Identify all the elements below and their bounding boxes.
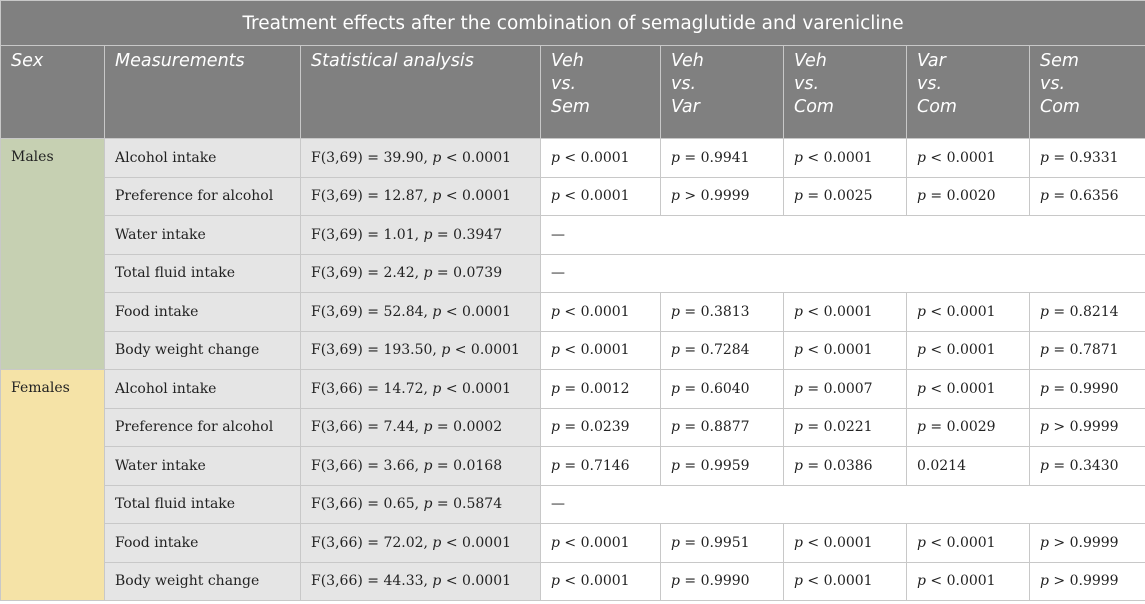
p-symbol: p	[917, 149, 926, 166]
header-line: Var	[917, 51, 946, 71]
f-statistic: F(3,66) = 3.66,	[311, 457, 424, 474]
header-line: Veh	[794, 51, 827, 71]
p-symbol: p	[671, 573, 680, 590]
p-value-text: < 0.0001	[925, 573, 996, 590]
p-value-text: = 0.6356	[1048, 188, 1119, 205]
p-symbol: p	[551, 380, 560, 397]
p-value-text: > 0.9999	[1048, 419, 1119, 436]
header-line: vs.	[794, 74, 820, 94]
posthoc-p-cell	[541, 408, 661, 447]
p-value-text: < 0.0001	[925, 303, 996, 320]
title-row	[1, 1, 1145, 46]
measurement-cell: Preference for alcohol	[105, 177, 301, 216]
posthoc-p-cell	[907, 447, 1030, 486]
header-line: Veh	[551, 51, 584, 71]
p-value-text: = 0.0739	[432, 265, 503, 282]
posthoc-p-cell	[1030, 408, 1145, 447]
p-symbol: p	[432, 380, 442, 397]
table-title: Treatment effects after the combination of semaglutide and varenicline	[1, 1, 1145, 46]
table-row	[1, 254, 1145, 293]
p-symbol: p	[794, 534, 803, 551]
p-value-text: = 0.0221	[802, 419, 873, 436]
posthoc-p-cell	[661, 293, 784, 332]
measurement-cell: Water intake	[105, 216, 301, 255]
statistical-analysis-cell	[301, 331, 541, 370]
posthoc-p-cell	[541, 524, 661, 563]
posthoc-p-cell	[784, 370, 907, 409]
statistical-analysis-cell	[301, 139, 541, 178]
p-symbol: p	[1040, 342, 1049, 359]
header-line: Var	[671, 97, 700, 117]
header-veh-vs-com	[784, 46, 907, 139]
p-value-text: = 0.8877	[679, 419, 750, 436]
p-symbol: p	[551, 457, 560, 474]
posthoc-p-cell	[784, 139, 907, 178]
f-statistic: F(3,66) = 44.33,	[311, 573, 433, 590]
statistical-analysis-cell	[301, 562, 541, 601]
header-line: Statistical analysis	[311, 51, 474, 71]
p-symbol: p	[917, 534, 926, 551]
p-value-text: > 0.9999	[1048, 534, 1119, 551]
header-statistical-analysis	[301, 46, 541, 139]
table-row	[1, 293, 1145, 332]
p-symbol: p	[432, 188, 442, 205]
measurement-cell: Food intake	[105, 293, 301, 332]
p-symbol: p	[1040, 457, 1049, 474]
posthoc-p-cell	[541, 370, 661, 409]
f-statistic: F(3,66) = 72.02,	[311, 534, 433, 551]
measurement-cell: Total fluid intake	[105, 485, 301, 524]
p-value-text: < 0.0001	[559, 303, 630, 320]
header-line: Measurements	[115, 51, 245, 71]
p-symbol: p	[917, 380, 926, 397]
p-value-text: = 0.3813	[679, 303, 750, 320]
header-sex	[1, 46, 105, 139]
p-symbol: p	[794, 457, 803, 474]
sex-cell: Females	[1, 370, 105, 601]
posthoc-p-cell	[661, 562, 784, 601]
f-statistic: F(3,69) = 2.42,	[311, 265, 424, 282]
posthoc-p-cell	[661, 447, 784, 486]
p-value-text: < 0.0001	[925, 342, 996, 359]
p-symbol: p	[551, 419, 560, 436]
p-symbol: p	[794, 342, 803, 359]
posthoc-p-cell	[1030, 524, 1145, 563]
p-symbol: p	[423, 265, 433, 282]
p-value-text: < 0.0001	[441, 573, 512, 590]
table-row	[1, 562, 1145, 601]
p-symbol: p	[794, 149, 803, 166]
statistical-analysis-cell	[301, 216, 541, 255]
p-value-text: < 0.0001	[559, 342, 630, 359]
statistical-analysis-cell	[301, 254, 541, 293]
p-symbol: p	[917, 188, 926, 205]
p-symbol: p	[423, 496, 433, 513]
p-value-text: = 0.5874	[432, 496, 503, 513]
p-value-text: < 0.0001	[559, 534, 630, 551]
posthoc-p-cell	[1030, 370, 1145, 409]
f-statistic: F(3,66) = 7.44,	[311, 419, 424, 436]
posthoc-p-cell	[784, 331, 907, 370]
header-line: Sex	[11, 51, 44, 71]
p-value-text: = 0.9941	[679, 149, 750, 166]
header-line: vs.	[1040, 74, 1066, 94]
header-var-vs-com	[907, 46, 1030, 139]
header-line: Com	[794, 97, 834, 117]
header-veh-vs-sem	[541, 46, 661, 139]
p-value-text: < 0.0001	[559, 188, 630, 205]
p-value-text: = 0.9959	[679, 457, 750, 474]
header-line: vs.	[671, 74, 697, 94]
p-value-text: > 0.9999	[679, 188, 750, 205]
f-statistic: F(3,69) = 39.90,	[311, 149, 433, 166]
statistical-analysis-cell	[301, 177, 541, 216]
p-value-text: < 0.0001	[441, 380, 512, 397]
p-value-text: < 0.0001	[802, 303, 873, 320]
p-symbol: p	[432, 303, 442, 320]
header-line: Com	[1040, 97, 1080, 117]
posthoc-p-cell	[661, 177, 784, 216]
p-symbol: p	[1040, 419, 1049, 436]
p-symbol: p	[671, 149, 680, 166]
p-symbol: p	[423, 457, 433, 474]
p-symbol: p	[1040, 573, 1049, 590]
p-symbol: p	[551, 573, 560, 590]
posthoc-p-cell	[541, 293, 661, 332]
p-symbol: p	[1040, 149, 1049, 166]
p-symbol: p	[794, 303, 803, 320]
table-row	[1, 485, 1145, 524]
p-symbol: p	[671, 188, 680, 205]
p-value-text: < 0.0001	[441, 149, 512, 166]
p-value-text: = 0.9990	[679, 573, 750, 590]
p-value-text: < 0.0001	[802, 534, 873, 551]
posthoc-p-cell	[907, 408, 1030, 447]
posthoc-p-cell	[907, 562, 1030, 601]
p-symbol: p	[671, 419, 680, 436]
header-line: Sem	[551, 97, 590, 117]
posthoc-p-cell	[907, 293, 1030, 332]
p-value-text: < 0.0001	[559, 573, 630, 590]
posthoc-p-cell	[907, 370, 1030, 409]
p-symbol: p	[794, 380, 803, 397]
posthoc-p-cell	[1030, 562, 1145, 601]
p-value-text: = 0.7871	[1048, 342, 1119, 359]
p-value-text: = 0.0002	[432, 419, 503, 436]
f-statistic: F(3,66) = 14.72,	[311, 380, 433, 397]
posthoc-p-cell	[907, 524, 1030, 563]
p-value-text: = 0.7284	[679, 342, 750, 359]
table-row	[1, 447, 1145, 486]
header-line: Com	[917, 97, 957, 117]
measurement-cell: Preference for alcohol	[105, 408, 301, 447]
p-value-text: = 0.9951	[679, 534, 750, 551]
p-value-text: = 0.6040	[679, 380, 750, 397]
p-symbol: p	[432, 534, 442, 551]
p-symbol: p	[671, 303, 680, 320]
p-value-text: = 0.0007	[802, 380, 873, 397]
p-symbol: p	[551, 342, 560, 359]
table-body	[1, 139, 1145, 601]
measurement-cell: Alcohol intake	[105, 139, 301, 178]
posthoc-p-cell	[541, 447, 661, 486]
table-row	[1, 331, 1145, 370]
f-statistic: F(3,66) = 0.65,	[311, 496, 424, 513]
header-line: vs.	[551, 74, 577, 94]
p-value-text: = 0.3947	[432, 226, 503, 243]
p-symbol: p	[671, 457, 680, 474]
posthoc-p-cell	[1030, 331, 1145, 370]
measurement-cell: Food intake	[105, 524, 301, 563]
table-row	[1, 177, 1145, 216]
p-symbol: p	[432, 149, 442, 166]
statistical-analysis-cell	[301, 293, 541, 332]
posthoc-p-cell	[541, 139, 661, 178]
statistical-analysis-cell	[301, 370, 541, 409]
posthoc-p-cell	[784, 562, 907, 601]
p-symbol: p	[794, 419, 803, 436]
posthoc-p-cell	[907, 331, 1030, 370]
f-statistic: F(3,69) = 52.84,	[311, 303, 433, 320]
p-value-text: < 0.0001	[441, 303, 512, 320]
measurement-cell: Water intake	[105, 447, 301, 486]
p-symbol: p	[441, 342, 451, 359]
p-value-text: = 0.0239	[559, 419, 630, 436]
p-value-text: = 0.9990	[1048, 380, 1119, 397]
p-value-text: = 0.3430	[1048, 457, 1119, 474]
p-symbol: p	[1040, 380, 1049, 397]
measurement-cell: Total fluid intake	[105, 254, 301, 293]
posthoc-p-cell	[541, 331, 661, 370]
measurement-cell: Body weight change	[105, 562, 301, 601]
p-symbol: p	[1040, 534, 1049, 551]
p-value-text: = 0.0168	[432, 457, 503, 474]
no-posthoc-cell: —	[541, 216, 1145, 255]
p-value-text: < 0.0001	[802, 149, 873, 166]
posthoc-p-cell	[1030, 139, 1145, 178]
p-value-text: < 0.0001	[802, 342, 873, 359]
posthoc-p-cell	[541, 177, 661, 216]
p-symbol: p	[794, 573, 803, 590]
p-value-text: > 0.9999	[1048, 573, 1119, 590]
p-value-text: < 0.0001	[441, 534, 512, 551]
p-symbol: p	[551, 149, 560, 166]
p-value-text: < 0.0001	[802, 573, 873, 590]
p-symbol: p	[917, 573, 926, 590]
header-line: Sem	[1040, 51, 1079, 71]
p-value-text: = 0.7146	[559, 457, 630, 474]
table-row	[1, 370, 1145, 409]
p-symbol: p	[432, 573, 442, 590]
table-row	[1, 139, 1145, 178]
p-value-text: = 0.0012	[559, 380, 630, 397]
posthoc-p-cell	[907, 139, 1030, 178]
header-veh-vs-var	[661, 46, 784, 139]
p-symbol: p	[551, 188, 560, 205]
p-symbol: p	[917, 342, 926, 359]
p-symbol: p	[671, 534, 680, 551]
p-value-text: = 0.0025	[802, 188, 873, 205]
p-symbol: p	[423, 226, 433, 243]
header-sem-vs-com	[1030, 46, 1145, 139]
sex-cell: Males	[1, 139, 105, 370]
p-value-text: = 0.9331	[1048, 149, 1119, 166]
posthoc-p-cell	[1030, 447, 1145, 486]
value-text: 0.0214	[917, 457, 966, 474]
header-line: vs.	[917, 74, 943, 94]
posthoc-p-cell	[661, 524, 784, 563]
p-value-text: = 0.0029	[925, 419, 996, 436]
p-value-text: < 0.0001	[450, 342, 520, 359]
no-posthoc-cell: —	[541, 254, 1145, 293]
table-row	[1, 408, 1145, 447]
posthoc-p-cell	[661, 331, 784, 370]
p-value-text: = 0.0386	[802, 457, 873, 474]
f-statistic: F(3,69) = 193.50,	[311, 342, 442, 359]
measurement-cell: Body weight change	[105, 331, 301, 370]
p-symbol: p	[551, 534, 560, 551]
posthoc-p-cell	[907, 177, 1030, 216]
p-value-text: = 0.0020	[925, 188, 996, 205]
p-symbol: p	[671, 380, 680, 397]
f-statistic: F(3,69) = 1.01,	[311, 226, 424, 243]
posthoc-p-cell	[1030, 177, 1145, 216]
header-line: Veh	[671, 51, 704, 71]
p-value-text: < 0.0001	[925, 534, 996, 551]
posthoc-p-cell	[661, 139, 784, 178]
table-row	[1, 524, 1145, 563]
posthoc-p-cell	[1030, 293, 1145, 332]
p-symbol: p	[794, 188, 803, 205]
posthoc-p-cell	[784, 177, 907, 216]
posthoc-p-cell	[661, 370, 784, 409]
statistical-analysis-cell	[301, 447, 541, 486]
p-value-text: < 0.0001	[559, 149, 630, 166]
p-symbol: p	[1040, 188, 1049, 205]
p-symbol: p	[423, 419, 433, 436]
statistical-analysis-cell	[301, 524, 541, 563]
f-statistic: F(3,69) = 12.87,	[311, 188, 433, 205]
posthoc-p-cell	[784, 447, 907, 486]
p-symbol: p	[671, 342, 680, 359]
posthoc-p-cell	[784, 408, 907, 447]
p-value-text: < 0.0001	[441, 188, 512, 205]
p-symbol: p	[917, 303, 926, 320]
p-symbol: p	[1040, 303, 1049, 320]
p-symbol: p	[551, 303, 560, 320]
statistical-analysis-cell	[301, 408, 541, 447]
statistical-analysis-cell	[301, 485, 541, 524]
p-symbol: p	[917, 419, 926, 436]
header-row	[1, 46, 1145, 139]
p-value-text: < 0.0001	[925, 149, 996, 166]
p-value-text: = 0.8214	[1048, 303, 1119, 320]
measurement-cell: Alcohol intake	[105, 370, 301, 409]
posthoc-p-cell	[661, 408, 784, 447]
no-posthoc-cell: —	[541, 485, 1145, 524]
table-row	[1, 216, 1145, 255]
posthoc-p-cell	[784, 524, 907, 563]
p-value-text: < 0.0001	[925, 380, 996, 397]
posthoc-p-cell	[541, 562, 661, 601]
posthoc-p-cell	[784, 293, 907, 332]
header-measurements	[105, 46, 301, 139]
